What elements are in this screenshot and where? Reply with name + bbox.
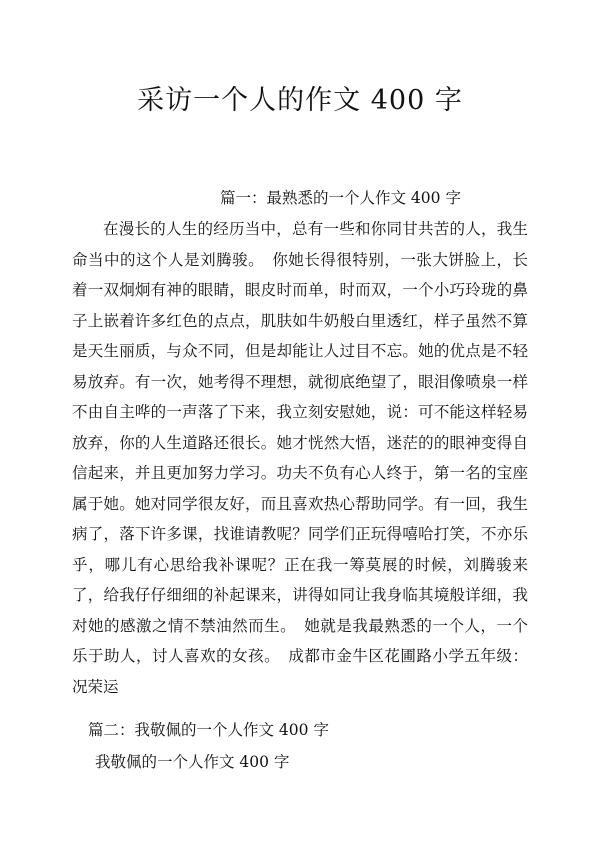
section2-first-line: 我敬佩的一个人作文 400 字: [95, 753, 290, 771]
page-title: 采访一个人的作文 400 字: [137, 85, 463, 116]
section-heading-2: 篇二：我敬佩的一个人作文 400 字: [88, 721, 329, 739]
essay-body-paragraph: 在漫长的人生的经历当中，总有一些和你同甘共苦的人，我生命当中的这个人是刘腾骏。 你她长得很特别，一张大饼脸上，长着一双炯炯有神的眼睛，眼皮时而单，时而双，一个小巧玲珑的鼻子上嵌着许多红色的点点，肌肤如牛奶般白里透红，样子虽然不算是天生丽质，与众不同，但是却能让人过目不忘。她的优点是不轻易放弃。有一次，她考得不理想，就彻底绝望了，眼泪像喷泉一样不由自主哗的一声落了下来，我立刻安慰她，说：可不能这样轻易放弃，你的人生道路还很长。她才恍然大悟，迷茫的的眼神变得自信起来，并且更加努力学习。功夫不负有心人终于，第一名的宝座属于她。她对同学很友好，而且喜欢热心帮助同学。有一回，我生病了，落下许多课，找谁请教呢？同学们正玩得嘻哈打笑，不亦乐乎，哪儿有心思给我补课呢？正在我一筹莫展的时候，刘腾骏来了，给我仔仔细细的补起课来，讲得如同让我身临其境般详细，我对她的感激之情不禁油然而生。 她就是我最熟悉的一个人，一个乐于助人，讨人喜欢的女孩。 成都市金牛区花圃路小学五年级：况荣运: [72, 220, 528, 696]
section-heading-1: 篇一：最熟悉的一个人作文 400 字: [220, 189, 461, 207]
